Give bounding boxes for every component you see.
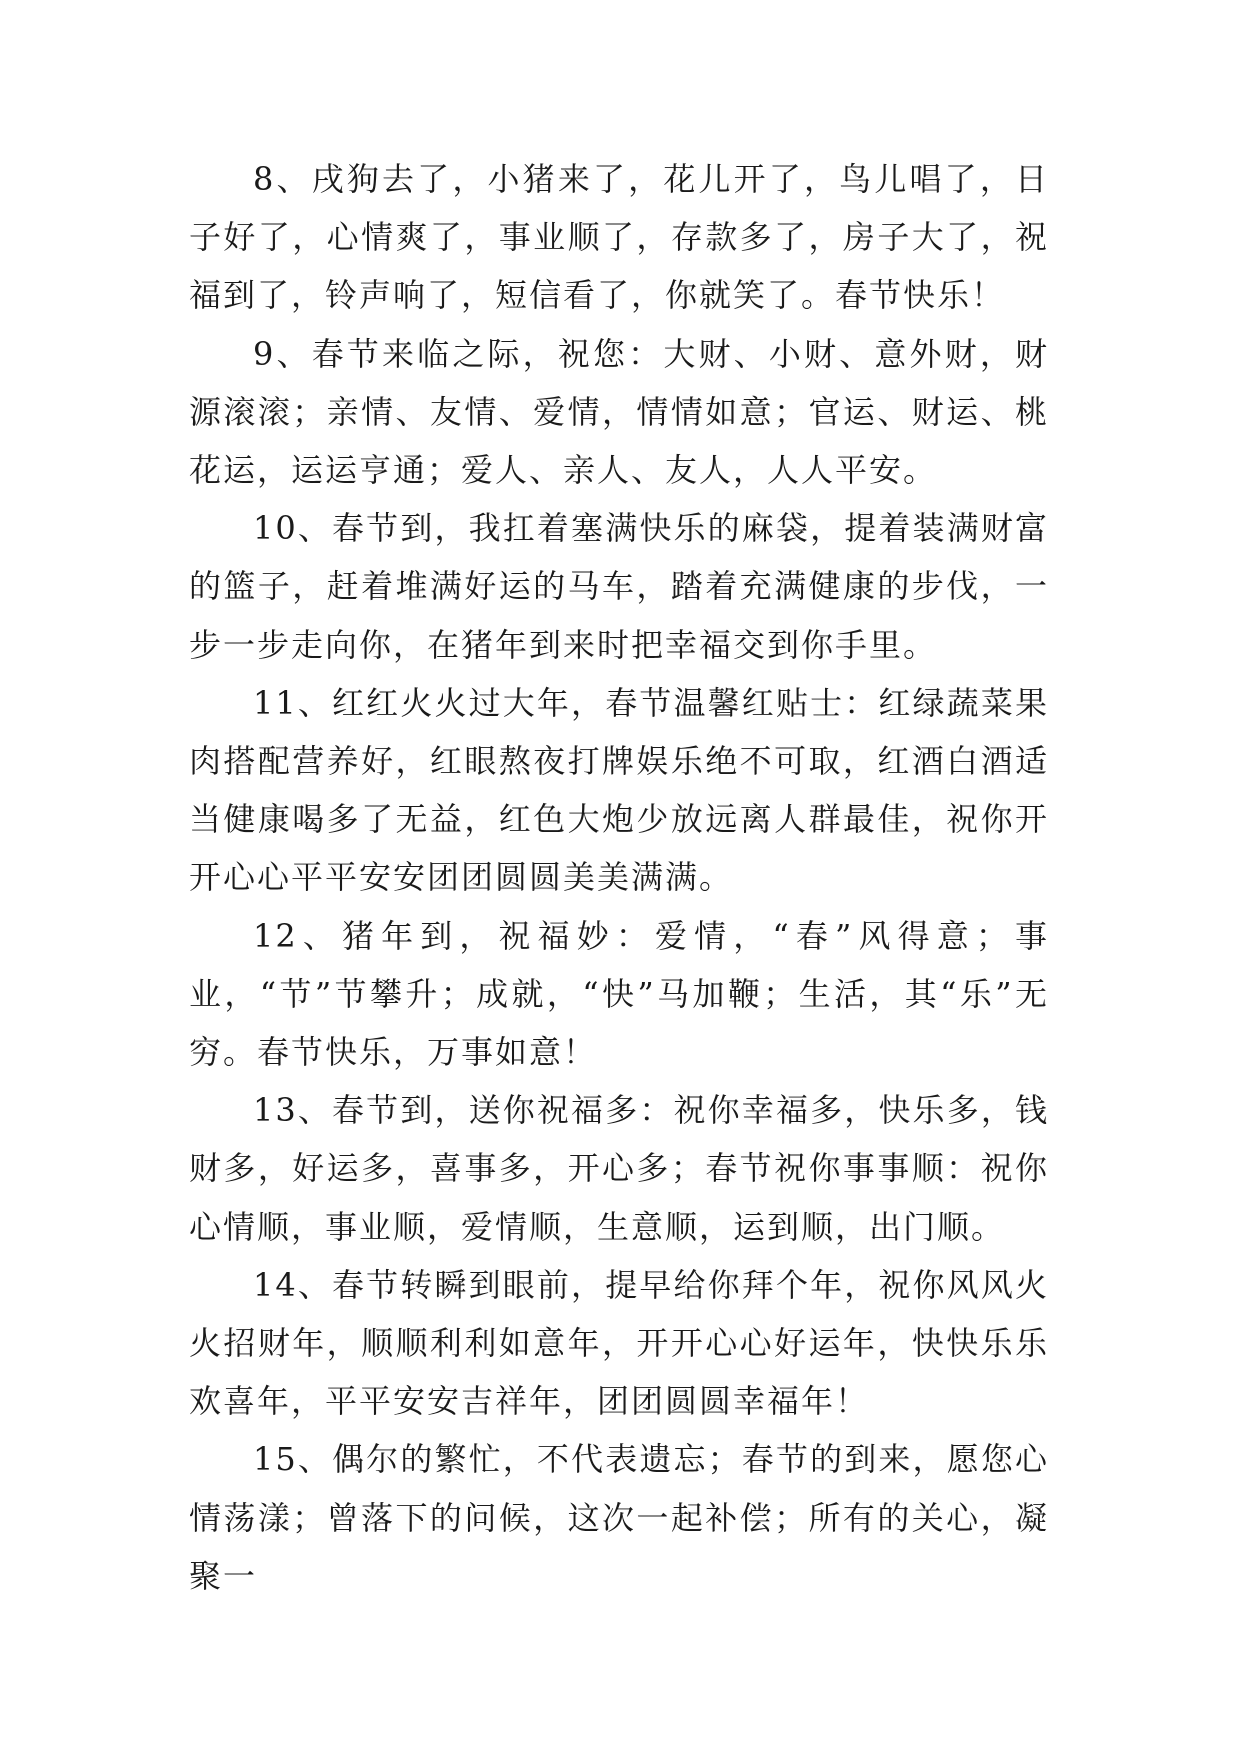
paragraph-15: 15、偶尔的繁忙，不代表遗忘；春节的到来，愿您心情荡漾；曾落下的问候，这次一起补偿；所有的关心，凝聚一	[189, 1440, 1049, 1595]
paragraph-9: 9、春节来临之际，祝您：大财、小财、意外财，财源滚滚；亲情、友情、爱情，情情如意；官运、财运、桃花运，运运亨通；爱人、亲人、友人，人人平安。	[189, 334, 1049, 490]
paragraph-12: 12、猪年到，祝福妙：爱情，“春”风得意；事业，“节”节攀升；成就，“快”马加鞭；生活，其“乐”无穷。春节快乐，万事如意！	[189, 916, 1049, 1072]
paragraph-11: 11、红红火火过大年，春节温馨红贴士：红绿蔬菜果肉搭配营养好，红眼熬夜打牌娱乐绝不可取，红酒白酒适当健康喝多了无益，红色大炮少放远离人群最佳，祝你开开心心平平安安团团圆圆美美满满。	[189, 683, 1049, 897]
paragraph-13: 13、春节到，送你祝福多：祝你幸福多，快乐多，钱财多，好运多，喜事多，开心多；春节祝你事事顺：祝你心情顺，事业顺，爱情顺，生意顺，运到顺，出门顺。	[189, 1091, 1049, 1246]
document-body	[189, 150, 1049, 1605]
paragraph-10: 10、春节到，我扛着塞满快乐的麻袋，提着装满财富的篮子，赶着堆满好运的马车，踏着充满健康的步伐，一步一步走向你，在猪年到来时把幸福交到你手里。	[189, 509, 1049, 664]
paragraph-14: 14、春节转瞬到眼前，提早给你拜个年，祝你风风火火招财年，顺顺利利如意年，开开心心好运年，快快乐乐欢喜年，平平安安吉祥年，团团圆圆幸福年！	[189, 1265, 1049, 1421]
paragraph-8: 8、戌狗去了，小猪来了，花儿开了，鸟儿唱了，日子好了，心情爽了，事业顺了，存款多了，房子大了，祝福到了，铃声响了，短信看了，你就笑了。春节快乐！	[189, 160, 1049, 315]
